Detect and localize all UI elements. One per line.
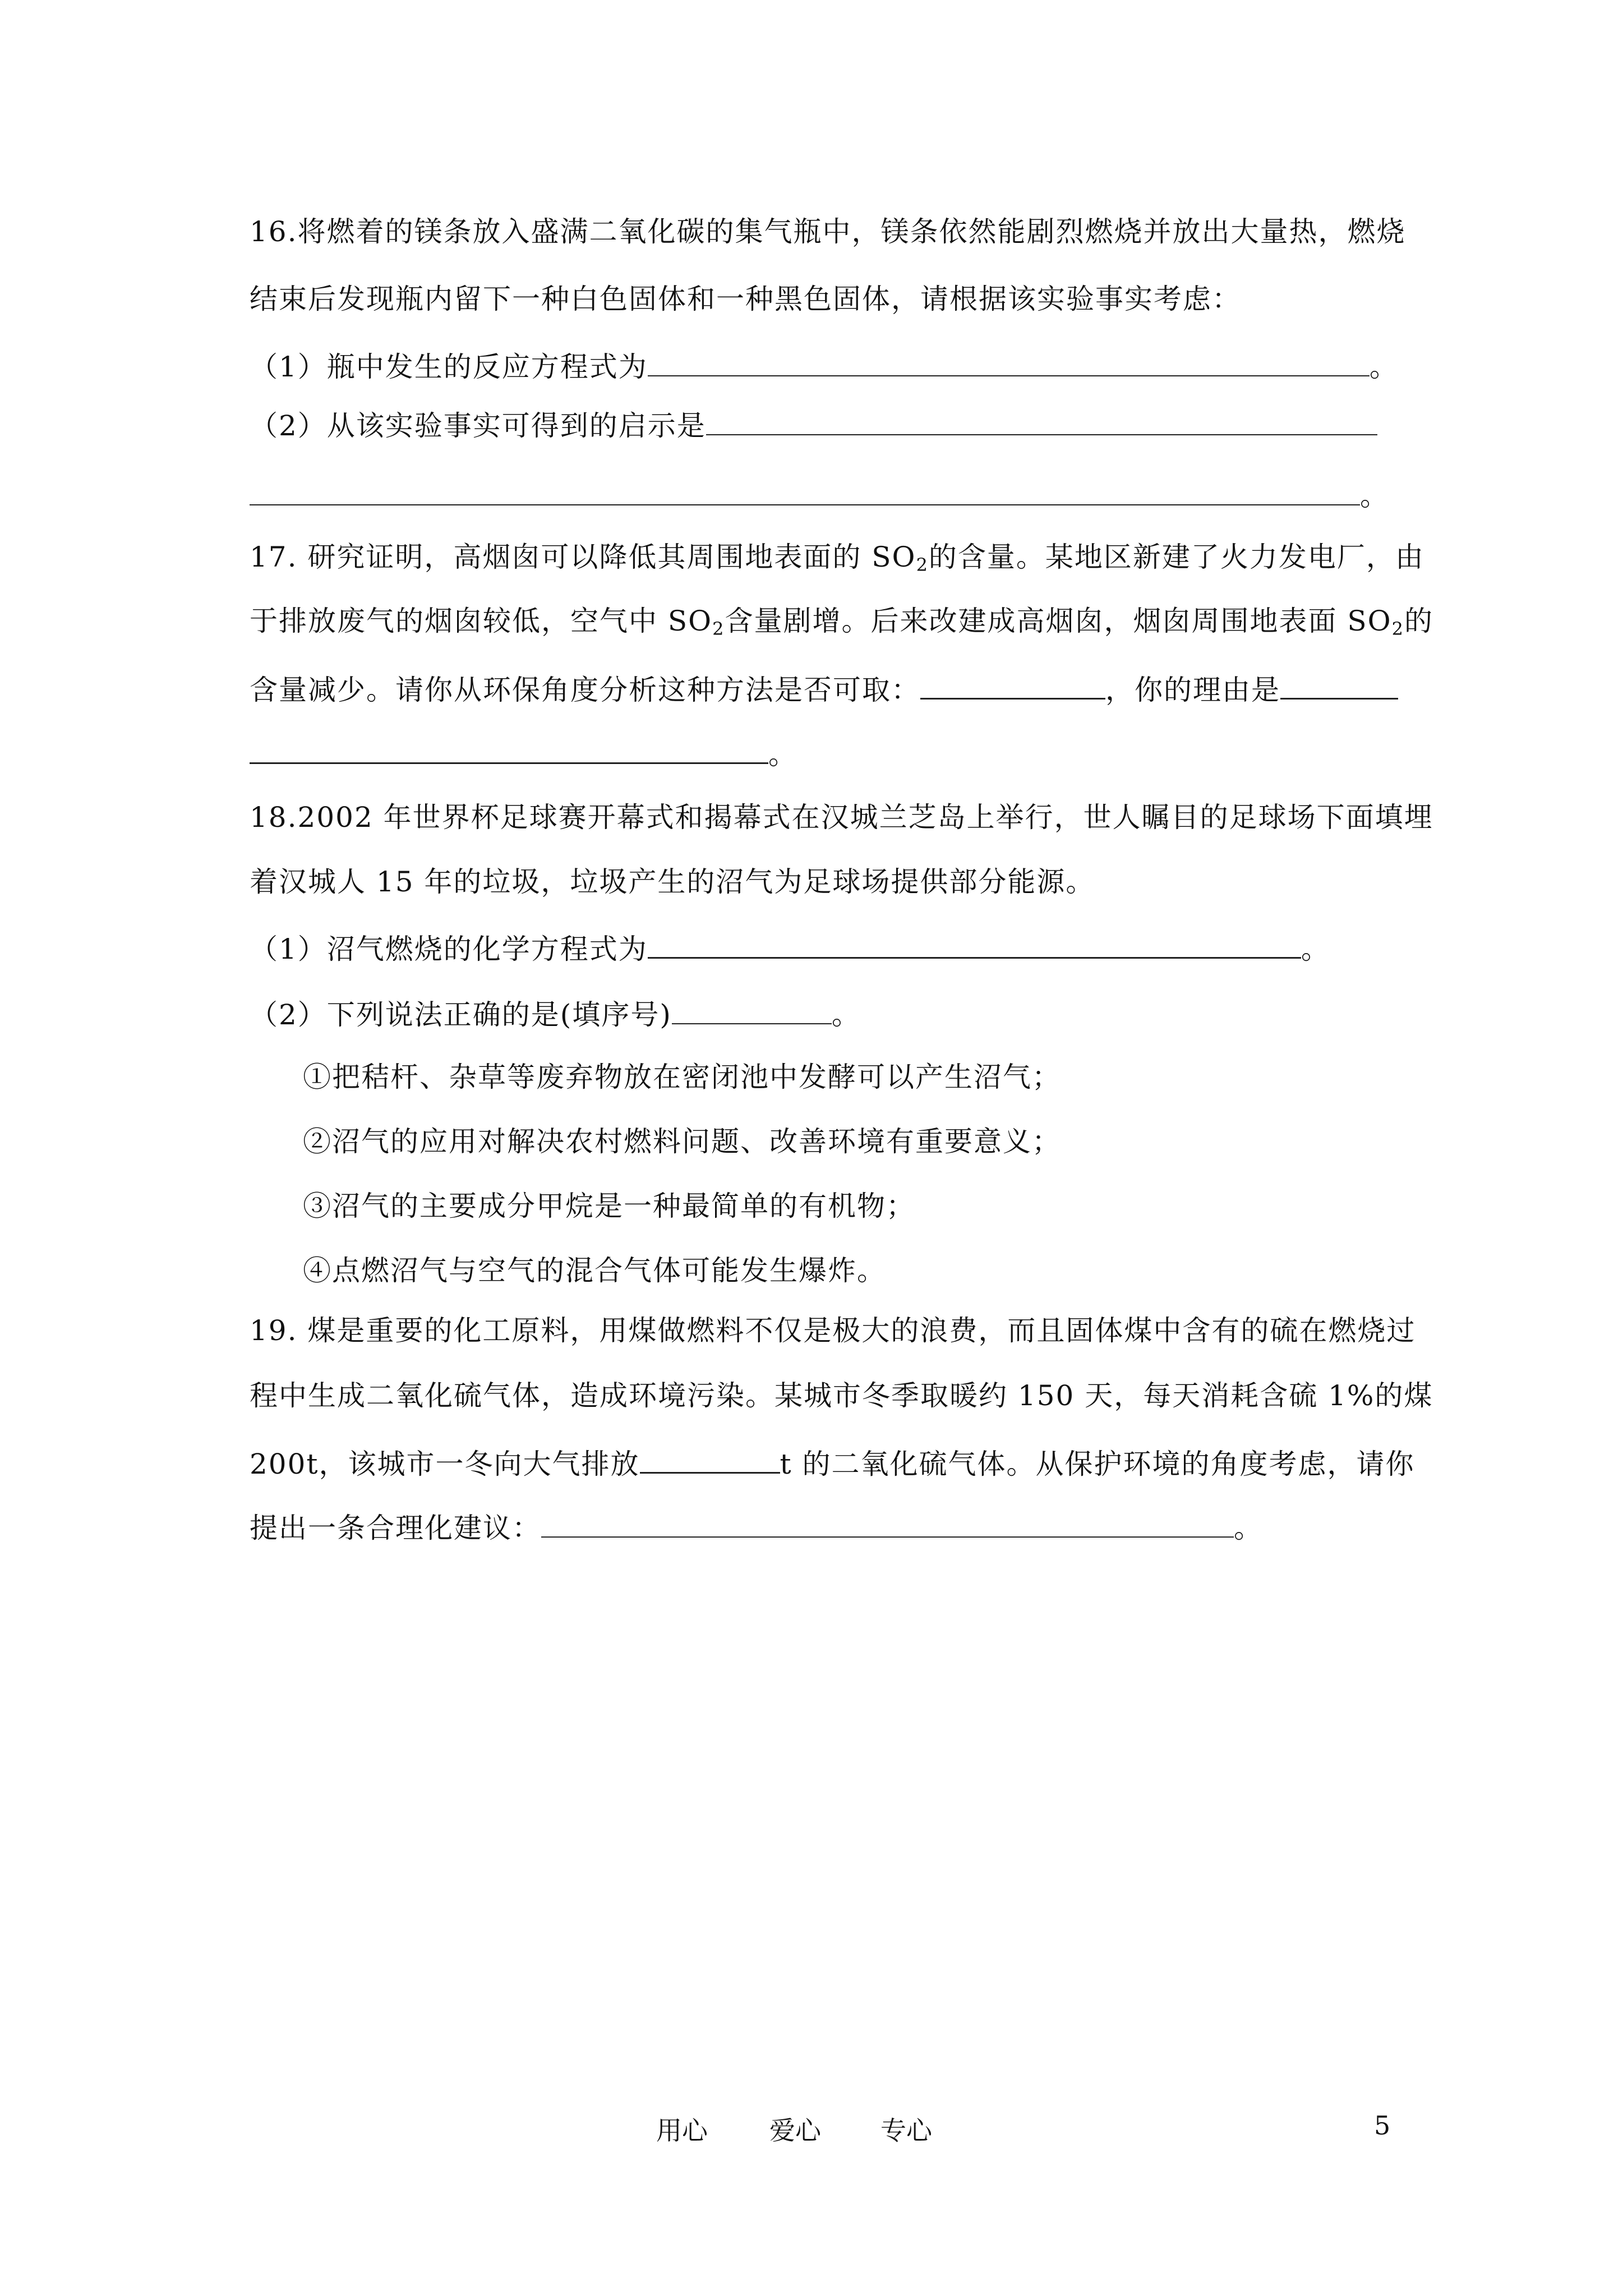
q19-line-4-text: 提出一条合理化建议： [250, 1512, 541, 1544]
q18-option-2: ②沼气的应用对解决农村燃料问题、改善环境有重要意义； [303, 1125, 1061, 1158]
q16-line-1: 16.将燃着的镁条放入盛满二氧化碳的集气瓶中，镁条依然能剧烈燃烧并放出大量热，燃烧 [250, 215, 1406, 248]
q18-part-1-text: （1）沼气燃烧的化学方程式为 [250, 933, 648, 965]
q16-part-2-end: 。 [1360, 480, 1389, 512]
q18-option-3: ③沼气的主要成分甲烷是一种最简单的有机物； [303, 1190, 915, 1222]
q19-amount-blank[interactable] [640, 1447, 780, 1474]
q18-option-4: ④点燃沼气与空气的混合气体可能发生爆炸。 [303, 1254, 886, 1287]
q17-line-3-a: 含量减少。请你从环保角度分析这种方法是否可取： [250, 674, 920, 706]
q17-reason-blank-2[interactable] [250, 738, 768, 764]
q16-part-1-text: （1）瓶中发生的反应方程式为 [250, 351, 648, 383]
q18-part-1 [250, 932, 1330, 963]
q18-part-1-end: 。 [1301, 933, 1330, 965]
footer-motto-2: 爱心 [769, 2115, 821, 2146]
so2-subscript: 2 [1391, 618, 1404, 639]
q18-equation-blank[interactable] [648, 932, 1301, 959]
page-number: 5 [1374, 2110, 1391, 2141]
q16-part-2-blank-2[interactable] [250, 480, 1360, 505]
q18-line-1: 18.2002 年世界杯足球赛开幕式和揭幕式在汉城兰芝岛上举行，世人瞩目的足球场下面填埋 [250, 801, 1433, 834]
q17-reason-blank[interactable] [1280, 673, 1398, 700]
q18-line-2: 着汉城人 15 年的垃圾，垃圾产生的沼气为足球场提供部分能源。 [250, 866, 1095, 898]
q19-suggestion-blank[interactable] [541, 1512, 1234, 1538]
q16-part-2-cont [250, 480, 1389, 510]
q17-line-4 [250, 738, 797, 769]
q19-line-4 [250, 1512, 1263, 1542]
q19-line-3 [250, 1447, 1415, 1478]
q18-option-1: ①把秸杆、杂草等废弃物放在密闭池中发酵可以产生沼气； [303, 1061, 1061, 1093]
q16-part-2 [250, 409, 1377, 440]
q18-part-2 [250, 999, 861, 1029]
q16-line-2: 结束后发现瓶内留下一种白色固体和一种黑色固体，请根据该实验事实考虑： [250, 283, 1241, 315]
q16-part-2-text: （2）从该实验事实可得到的启示是 [250, 409, 706, 442]
so2-subscript: 2 [916, 554, 929, 576]
q17-line-1-a: 17. 研究证明，高烟囱可以降低其周围地表面的 SO [250, 541, 916, 573]
q19-line-1: 19. 煤是重要的化工原料，用煤做燃料不仅是极大的浪费，而且固体煤中含有的硫在燃烧过 [250, 1314, 1416, 1347]
q19-line-3-b: t 的二氧化硫气体。从保护环境的角度考虑，请你 [780, 1448, 1415, 1480]
q17-line-1 [250, 543, 1424, 574]
footer-motto-3: 专心 [880, 2115, 932, 2146]
q16-part-1-end: 。 [1369, 351, 1399, 383]
q19-end: 。 [1234, 1512, 1263, 1544]
q16-part-1-blank[interactable] [648, 351, 1370, 376]
q18-part-2-end: 。 [831, 999, 861, 1031]
q16-part-1 [250, 351, 1399, 381]
q17-line-2 [250, 607, 1433, 638]
footer-motto-1: 用心 [656, 2115, 708, 2146]
q16-part-2-blank[interactable] [706, 409, 1377, 435]
q19-line-2: 程中生成二氧化硫气体，造成环境污染。某城市冬季取暖约 150 天，每天消耗含硫 1%的煤 [250, 1379, 1433, 1412]
q17-line-1-b: 的含量。某地区新建了火力发电厂，由 [928, 541, 1424, 573]
q17-feasible-blank[interactable] [920, 673, 1105, 700]
q17-line-2-a: 于排放废气的烟囱较低，空气中 SO [250, 605, 713, 637]
q18-part-2-text: （2）下列说法正确的是(填序号) [250, 999, 672, 1031]
q18-answer-blank[interactable] [672, 999, 832, 1024]
q17-end: 。 [768, 738, 797, 771]
q17-line-2-b: 含量剧增。后来改建成高烟囱，烟囱周围地表面 SO [725, 605, 1392, 637]
q17-line-3 [250, 673, 1398, 704]
so2-subscript: 2 [712, 618, 725, 639]
q17-line-2-c: 的 [1404, 605, 1433, 637]
q19-line-3-a: 200t，该城市一冬向大气排放 [250, 1448, 640, 1480]
q17-line-3-b: ，你的理由是 [1105, 674, 1280, 706]
